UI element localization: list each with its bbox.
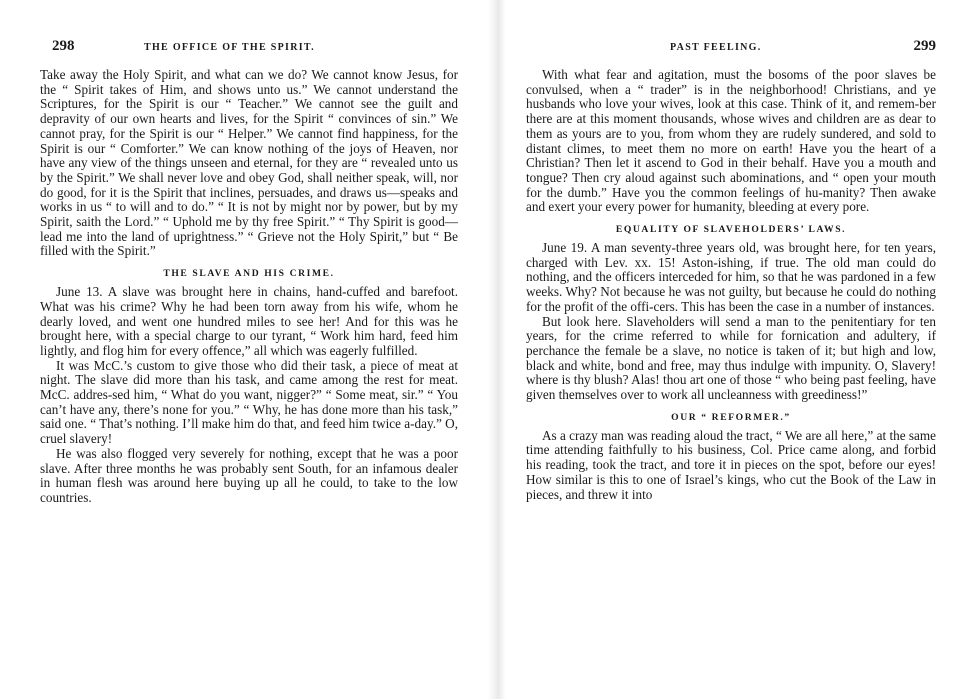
paragraph: Take away the Holy Spirit, and what can we do? We cannot know Jesus, for the “ Spirit takes of Him, and shows unto us.” We cannot understand the Scriptures, for the Spirit is our “ Teacher.” We cannot see the guilt and depravity of our own hearts and lives, for the Spirit “ convinces of sin.” We cannot pray, for the Spirit is our “ Helper.” We cannot find happiness, for the Spirit is our “ Comforter.” We can know nothing of the joys of Heaven, nor have any view of the things unseen and eternal, for they are “ revealed unto us by the Spirit.” We shall never love and obey God, shall neither speak, will, nor do good, for it is the Spirit that inclines, persuades, and draws us—speaks and works in us “ to will and to do.” “ It is not by might nor by power, but by my Spirit, saith the Lord.” “ Uphold me by thy free Spirit.” “ Thy Spirit is good—lead me into the land of uprightness.” “ Grieve not the Holy Spirit,” but “ Be filled with the Spirit.” — [40, 67, 458, 259]
right-page-header — [526, 38, 936, 68]
running-head: PAST FEELING. — [670, 42, 762, 53]
page-gutter — [488, 0, 506, 699]
left-page — [40, 38, 458, 506]
section-heading: OUR “ REFORMER.” — [671, 411, 791, 423]
paragraph: As a crazy man was reading aloud the tract, “ We are all here,” at the same time attending faithfully to his business, Col. Price came along, and forbid his reading, took the tract, and tore it in pieces on the spot, before our eyes! How similar is this to one of Israel’s kings, who cut the Book of the Law in pieces, and threw it into — [526, 427, 936, 502]
page-number: 299 — [913, 38, 936, 54]
left-page-header — [40, 38, 458, 68]
running-head: THE OFFICE OF THE SPIRIT. — [144, 42, 315, 53]
section-heading: THE SLAVE AND HIS CRIME. — [163, 268, 335, 280]
right-page-body — [526, 68, 936, 502]
page-number: 298 — [52, 38, 75, 54]
paragraph: With what fear and agitation, must the bosoms of the poor slaves be convulsed, when a “ trader” is in the neighborhood! Christians, and ye husbands who love your wives, look at this case. Think of it, and remem-ber there are at this moment thousands, whose wives and children are as dear to them as yours are to you, from whom they are rudely sundered, and sold to distant climes, to meet them no more on earth! Have you the heart of a Christian? Then let it ascend to God in their behalf. Have you a mouth and tongue? Then cry aloud against such abominations, and “ open your mouth for the dumb.” Have you the common feelings of hu-manity? Then awake and exert your every power for humanity, bleeding at every pore. — [526, 67, 936, 215]
paragraph: June 13. A slave was brought here in chains, hand-cuffed and barefoot. What was his crime? Why he had been torn away from his wife, whom he dearly loved, and went one hundred miles to see her! And for this was he brought here, with a special charge to our tyrant, “ Work him hard, feed him lightly, and flog him for every offence,” all which was eagerly fulfilled. — [40, 284, 458, 358]
left-page-body — [40, 68, 458, 506]
right-page — [526, 38, 936, 502]
paragraph: It was McC.’s custom to give those who did their task, a piece of meat at night. The slave did more than his task, and came among the rest for meat. McC. addres-sed him, “ What do you want, nigger?” “ Some meat, sir.” “ You can’t have any, there’s none for you.” “ Why, he has done more than his task,” said one. “ That’s nothing. I’ll make him do that, and feed him twice a-day.” O, cruel slavery! — [40, 357, 458, 447]
paragraph: But look here. Slaveholders will send a man to the penitentiary for ten years, for the crime referred to while for fornication and adultery, if perchance the female be a slave, no notice is taken of it; but high and low, black and white, bond and free, may thus indulge with impunity. O, Slavery! where is thy blush? Alas! thou art one of those “ who being past feeling, have given themselves over to work all uncleanness with greediness!” — [526, 313, 936, 403]
paragraph: He was also flogged very severely for nothing, except that he was a poor slave. After three months he was probably sent South, for an infamous dealer in human flesh was around here buying up all he could, to take to the low countries. — [40, 445, 458, 505]
paragraph: June 19. A man seventy-three years old, was brought here, for ten years, charged with Lev. xx. 15! Aston-ishing, if true. The old man could do nothing, and the officers interceded for him, so that he was pardoned in a few weeks. Why? Not because he was not guilty, but because he could do nothing for the profit of the offi-cers. This has been the case in a number of instances. — [526, 240, 936, 314]
section-heading: EQUALITY OF SLAVEHOLDERS’ LAWS. — [615, 224, 847, 236]
